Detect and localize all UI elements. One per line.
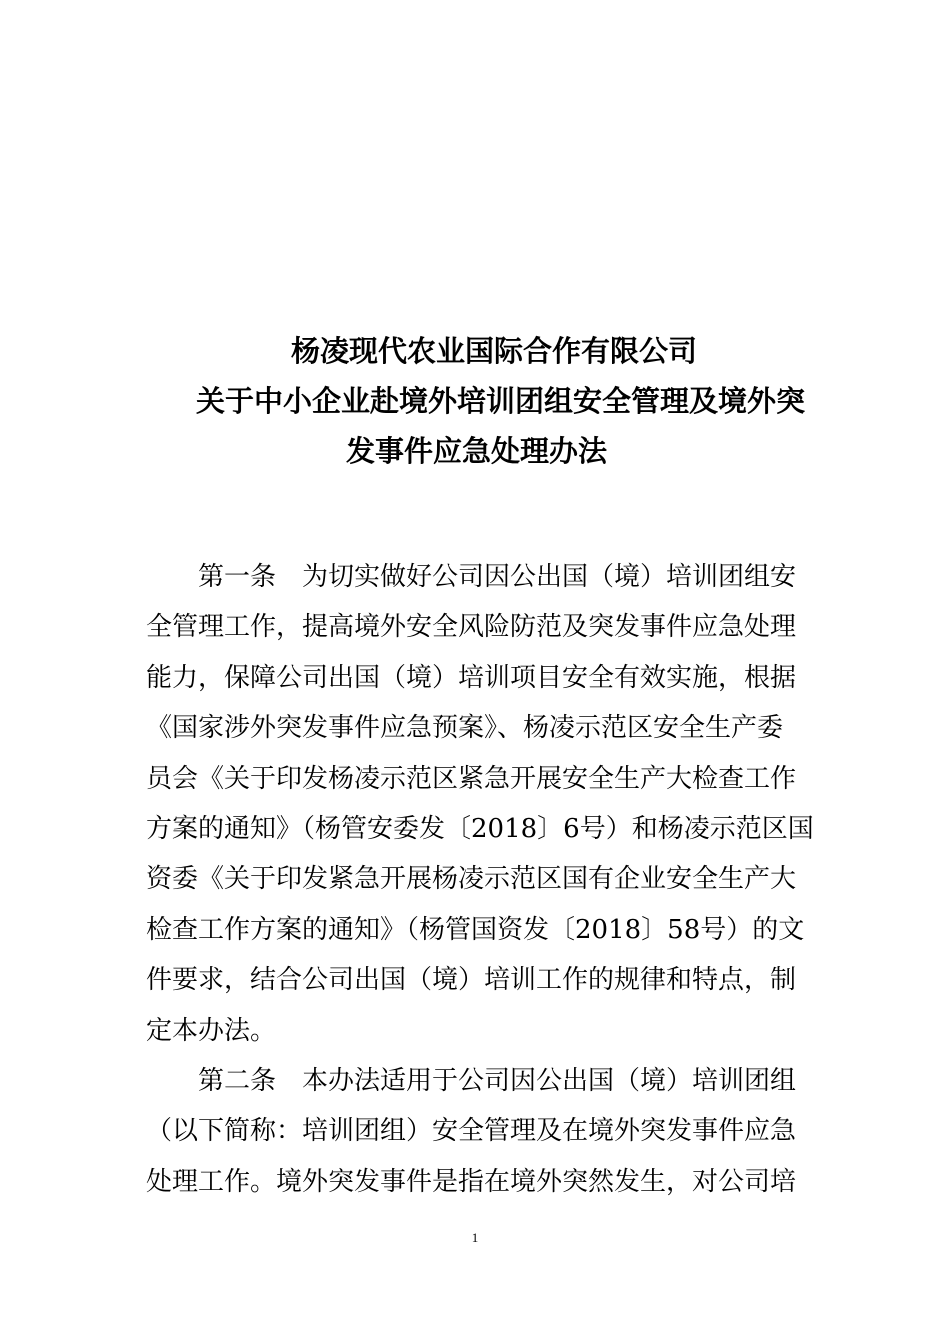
article-2-line-3: 处理工作。境外突发事件是指在境外突然发生，对公司培	[146, 1166, 797, 1197]
article-1-line-6: 方案的通知》（杨管安委发〔2018〕6号）和杨凌示范区国	[146, 813, 814, 844]
article-1-line-8: 检查工作方案的通知》（杨管国资发〔2018〕58号）的文	[146, 914, 805, 945]
article-2-line-1: 第二条 本办法适用于公司因公出国（境）培训团组	[198, 1065, 797, 1096]
article-1-line-7: 资委《关于印发紧急开展杨凌示范区国有企业安全生产大	[146, 864, 797, 895]
article-1-line-1: 第一条 为切实做好公司因公出国（境）培训团组安	[198, 562, 797, 592]
article-1-line-4: 《国家涉外突发事件应急预案》、杨凌示范区安全生产委	[146, 713, 784, 744]
title-line-3: 发事件应急处理办法	[346, 434, 608, 468]
article-1-line-2: 全管理工作，提高境外安全风险防范及突发事件应急处理	[146, 612, 797, 643]
title-line-2: 关于中小企业赴境外培训团组安全管理及境外突	[196, 384, 806, 418]
article-1-line-10: 定本办法。	[146, 1015, 277, 1046]
document-body	[146, 552, 814, 1207]
title-line-1: 杨凌现代农业国际合作有限公司	[291, 334, 698, 368]
article-1-line-5: 员会《关于印发杨凌示范区紧急开展安全生产大检查工作	[146, 763, 797, 794]
article-1-line-3: 能力，保障公司出国（境）培训项目安全有效实施，根据	[146, 662, 797, 693]
page-number: 1	[471, 1230, 479, 1245]
article-1-line-9: 件要求，结合公司出国（境）培训工作的规律和特点，制	[146, 965, 797, 996]
article-2-line-2: （以下简称：培训团组）安全管理及在境外突发事件应急	[146, 1116, 797, 1147]
